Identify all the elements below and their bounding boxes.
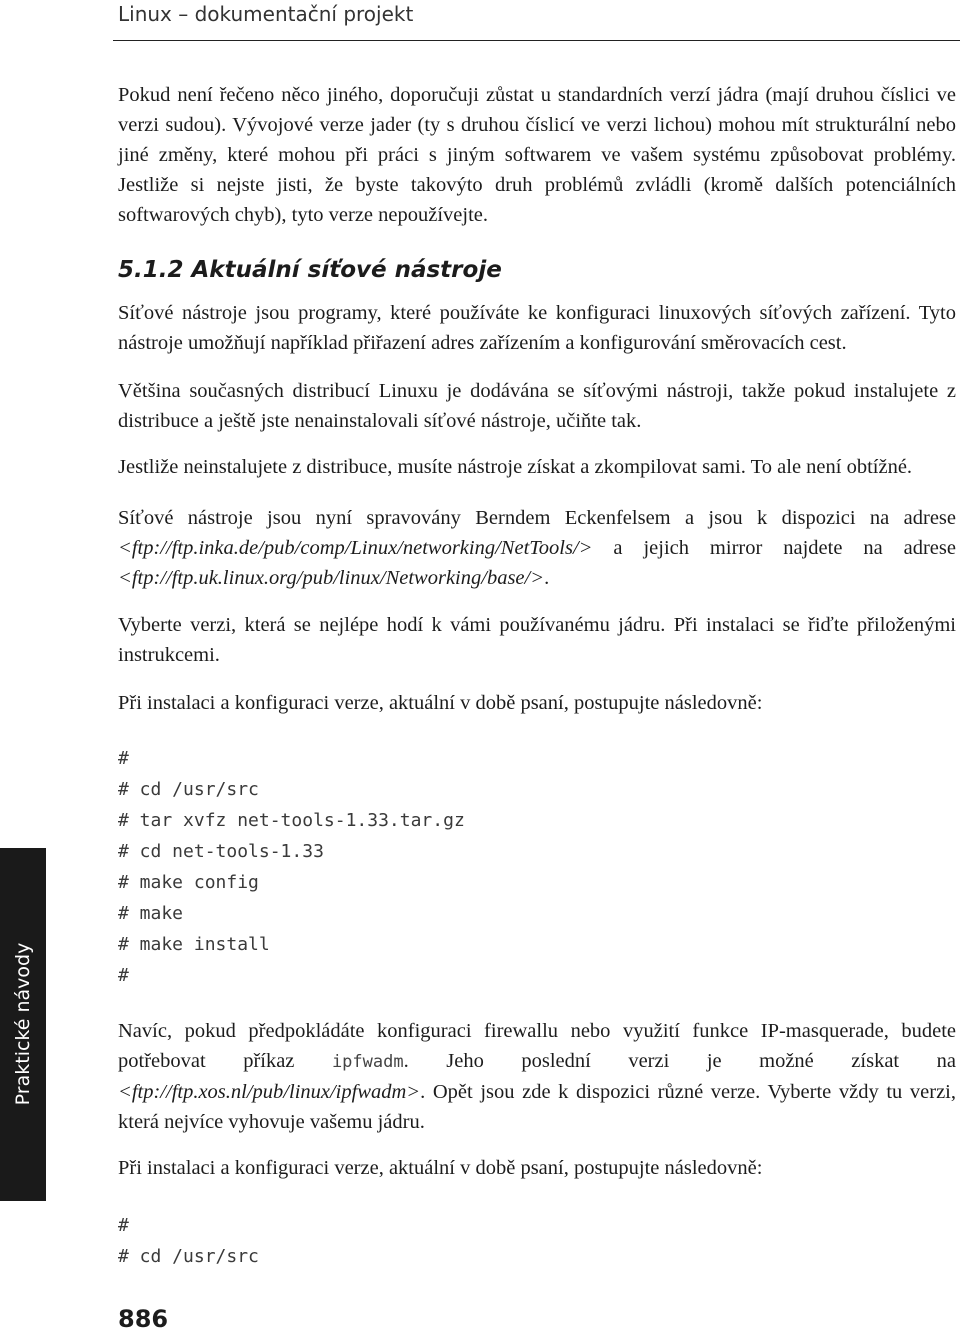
ftp-link-xos[interactable]: <ftp://ftp.xos.nl/pub/linux/ipfwadm> xyxy=(118,1081,421,1103)
code-block-net-tools xyxy=(118,743,465,991)
paragraph-install-steps-intro: Při instalaci a konfiguraci verze, aktuální v době psaní, postupujte následovně: xyxy=(118,692,763,714)
code-line: # make xyxy=(118,903,184,924)
code-line: # tar xvfz net-tools-1.33.tar.gz xyxy=(118,810,465,831)
paragraph-kernel-versions: Pokud není řečeno něco jiného, doporučuji zůstat u standardních verzí jádra (mají druhou číslici ve verzi sudou). Vývojové verze jader (ty s druhou číslicí ve verzi lichou) mohou mít strukturální nebo jiné změny, které mohou při práci s jiným softwarem ve vašem systému způsobovat problémy. Jestliže si nejste jisti, že byste takovýto druh problémů zvládli (kromě dalších potenciálních softwarových chyb), tyto verze nepoužívejte. xyxy=(118,84,956,226)
paragraph-text: . Jeho poslední verzi je možné získat na xyxy=(403,1050,956,1072)
code-line: # make install xyxy=(118,934,270,955)
paragraph-install-steps-intro-2: Při instalaci a konfiguraci verze, aktuální v době psaní, postupujte následovně: xyxy=(118,1157,763,1179)
code-block-ipfwadm xyxy=(118,1210,259,1272)
paragraph-download-sources xyxy=(118,503,956,593)
side-tab-label: Praktické návody xyxy=(12,942,34,1106)
header-rule xyxy=(113,40,960,41)
paragraph-text: . xyxy=(544,567,550,589)
code-line: # xyxy=(118,748,129,769)
running-head-title: Linux – dokumentační projekt xyxy=(118,2,414,26)
paragraph-text: a jejich mirror najdete na adrese xyxy=(592,537,956,559)
section-heading: 5.1.2 Aktuální síťové nástroje xyxy=(118,257,502,283)
code-line: # make config xyxy=(118,872,259,893)
paragraph-compile: Jestliže neinstalujete z distribuce, musíte nástroje získat a zkompilovat sami. To ale není obtížné. xyxy=(118,456,913,478)
paragraph-text: Navíc, pokud předpokládáte konfiguraci firewallu nebo využití funkce IP-masquerade, budete potřebovat příkaz xyxy=(118,1020,956,1072)
paragraph-text: . Opět jsou zde k dispozici různé verze. Vyberte vždy tu verzi, která nejvíce vyhovuje vašemu jádru. xyxy=(118,1081,956,1133)
ftp-link-uk-mirror[interactable]: <ftp://ftp.uk.linux.org/pub/linux/Networking/base/> xyxy=(118,567,545,589)
paragraph-text: Síťové nástroje jsou nyní spravovány Berndem Eckenfelsem a jsou k dispozici na adrese xyxy=(118,507,956,529)
ftp-link-inka[interactable]: <ftp://ftp.inka.de/pub/comp/Linux/networking/NetTools/> xyxy=(118,537,593,559)
paragraph-choose-version: Vyberte verzi, která se nejlépe hodí k vámi používanému jádru. Při instalaci se řiďte přiloženými instrukcemi. xyxy=(118,614,956,666)
code-line: # cd /usr/src xyxy=(118,1246,259,1267)
paragraph-distributions: Většina současných distribucí Linuxu je dodávána se síťovými nástroji, takže pokud instalujete z distribuce a ještě jste nenainstalovali síťové nástroje, učiňte tak. xyxy=(118,380,956,432)
code-line: # cd net-tools-1.33 xyxy=(118,841,324,862)
inline-code-ipfwadm: ipfwadm xyxy=(331,1052,404,1072)
chapter-side-tab xyxy=(0,848,46,1201)
code-line: # xyxy=(118,1215,129,1236)
code-line: # xyxy=(118,965,129,986)
paragraph-ipfwadm xyxy=(118,1016,956,1137)
code-line: # cd /usr/src xyxy=(118,779,259,800)
page-number: 886 xyxy=(118,1305,169,1333)
paragraph-net-tools-intro: Síťové nástroje jsou programy, které používáte ke konfiguraci linuxových síťových zařízení. Tyto nástroje umožňují například přiřazení adres zařízením a konfigurování směrovacích cest. xyxy=(118,302,956,354)
